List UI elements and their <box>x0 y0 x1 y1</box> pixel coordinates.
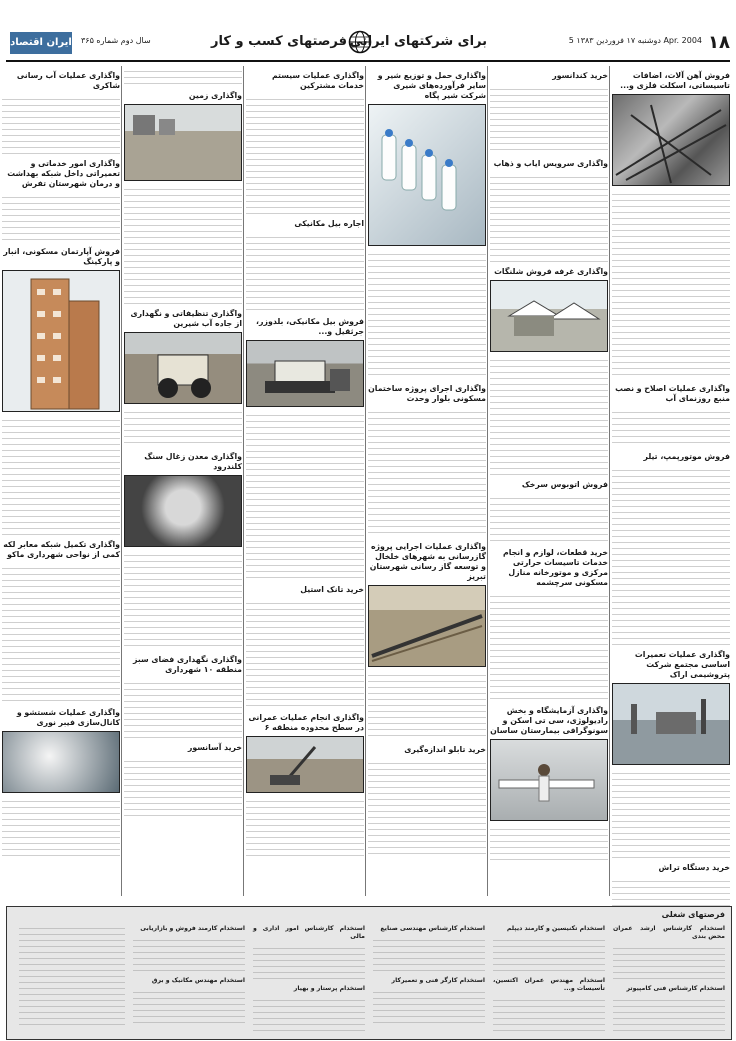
article-heading: فروش آپارتمان مسکونی، انبار و پارکینگ <box>3 247 120 266</box>
apartment-tower-photo <box>2 270 120 412</box>
article-body <box>612 465 730 645</box>
article-heading: واگذاری عملیات اجرایی پروژه گازرسانی به شهرهای خلخال و توسعه گاز رسانی شهرستان تبریز <box>369 542 486 581</box>
article-body <box>490 84 608 154</box>
article-heading: واگذاری زمین <box>188 91 242 100</box>
column-2 <box>490 66 608 868</box>
refinery-photo <box>612 683 730 765</box>
article-heading: واگذاری غرفه فروش شلنگات <box>494 267 608 276</box>
issue-number: سال دوم شماره ۳۶۵ <box>81 36 151 45</box>
column-divider <box>243 66 244 896</box>
job-body <box>493 935 605 975</box>
job-column <box>253 923 365 1035</box>
article-body <box>490 591 608 701</box>
job-title: استخدام کارشناس مهندسی صنایع <box>380 925 485 932</box>
article-heading: واگذاری عملیات آب رسانی شاکری <box>16 71 120 90</box>
job-title: استخدام پرستار و بهیار <box>293 985 365 992</box>
article-heading: واگذاری آزمایشگاه و بخش رادیولوژی، سی تی اسکن و سونوگرافی بیمارستان ساسان <box>490 706 608 735</box>
job-title: استخدام کارشناس امور اداری و مالی <box>253 925 365 940</box>
column-4 <box>246 66 364 860</box>
header-divider <box>6 60 730 62</box>
article-body <box>2 563 120 703</box>
job-title: استخدام کارشناس فنی کامپیوتر <box>626 985 725 992</box>
job-title: استخدام مهندس عمران اکتسین، تأسیسات و... <box>493 977 605 992</box>
steel-structure-photo-art <box>612 95 729 185</box>
mine-tunnel-photo <box>124 475 242 547</box>
job-title: استخدام تکنیسین و کارمند دیپلم <box>506 925 605 932</box>
article-heading: فروش موتورپمپ، تیلر <box>643 452 730 461</box>
article-body <box>2 796 120 856</box>
column-divider <box>121 66 122 896</box>
job-body <box>373 987 485 1027</box>
article-heading: واگذاری تنظیفاتی و نگهداری از جاده آب شیرین <box>130 309 242 328</box>
issue-date: دوشنبه ۱۷ فروردین ۱۳۸۳ 5 Apr. 2004 <box>568 36 702 45</box>
job-body <box>133 935 245 975</box>
article-heading: خرید تابلو اندازه‌گیری <box>404 745 486 754</box>
milk-bottles-photo-art <box>368 105 485 245</box>
article-body <box>124 184 242 304</box>
column-3 <box>368 66 486 862</box>
article-body <box>124 756 242 816</box>
article-heading: خرید قطعات، لوازم و انجام خدمات تاسیسات حرارتی مرکزی و موتورخانه منازل مسکونی سرچشمه <box>503 548 608 587</box>
vacant-land-photo-art <box>124 105 241 180</box>
loader-photo <box>124 332 242 404</box>
article-body <box>612 768 730 858</box>
article-body <box>124 407 242 447</box>
job-body <box>133 987 245 1027</box>
market-stall-photo <box>490 280 608 352</box>
job-body <box>613 995 725 1035</box>
job-title: استخدام مهندس مکانیک و برق <box>151 977 245 984</box>
article-body <box>612 407 730 447</box>
market-stall-photo-art <box>490 281 607 351</box>
loader-photo-art <box>124 333 241 403</box>
section-subtitle: برای شرکتهای ایرانی <box>349 34 487 49</box>
article-heading: واگذاری معدن زغال سنگ کلندرود <box>144 452 242 471</box>
article-heading: واگذاری تکمیل شبکه معابر لکه کمی از نواحی شهرداری ماکو <box>3 540 120 559</box>
article-heading: واگذاری عملیات شستشو و کانال‌سازی فیبر نوری <box>16 708 120 727</box>
column-divider <box>487 66 488 896</box>
article-body <box>490 355 608 475</box>
column-5 <box>124 66 242 820</box>
column-divider <box>609 66 610 896</box>
article-body <box>246 410 364 580</box>
job-body <box>613 943 725 983</box>
article-heading: خرید تانک استیل <box>300 585 364 594</box>
article-heading: فروش آهن آلات، اضافات تاسیساتی، اسکلت فلزی و... <box>620 71 730 90</box>
article-heading: خرید کندانسور <box>552 71 608 80</box>
job-column <box>19 923 125 1028</box>
job-column <box>493 923 605 1035</box>
job-title: استخدام کارگر فنی و تعمیرکار <box>391 977 485 984</box>
page-number: ۱۸ <box>708 32 730 53</box>
job-body <box>493 995 605 1035</box>
job-body <box>253 995 365 1035</box>
job-body <box>19 923 125 1028</box>
newspaper-logo: ایران اقتصاد <box>10 32 72 54</box>
article-body <box>2 94 120 154</box>
job-column <box>133 923 245 1027</box>
article-body <box>368 670 486 740</box>
laboratory-photo <box>490 739 608 821</box>
job-title: استخدام کارشناس ارشد عمران محض بندی <box>613 925 725 940</box>
column-1 <box>612 66 730 940</box>
section-title: فرصتهای کسب و کار <box>211 34 347 49</box>
job-column <box>613 923 725 1035</box>
job-column <box>373 923 485 1027</box>
article-heading: واگذاری حمل و توزیع شیر و سایر فرآورده‌های شیری شرکت شیر پگاه <box>377 71 486 100</box>
article-body <box>490 493 608 543</box>
article-body <box>612 189 730 379</box>
article-heading: واگذاری اجرای پروژه ساختمان مسکونی بلوار وحدت <box>368 384 486 403</box>
article-body <box>246 232 364 312</box>
article-body <box>246 598 364 708</box>
bulldozer-photo <box>246 340 364 407</box>
article-heading: خرید آسانسور <box>187 743 242 752</box>
article-body <box>2 415 120 535</box>
article-heading: فروش اتوبوس سرخک <box>521 480 608 489</box>
article-body <box>368 758 486 858</box>
job-opportunities-box <box>6 906 732 1040</box>
article-body <box>490 172 608 262</box>
article-body <box>124 66 242 86</box>
article-heading: اجاره بیل مکانیکی <box>294 219 364 228</box>
job-title: استخدام کارمند فروش و بازاریابی <box>140 925 245 932</box>
article-heading: فروش بیل مکانیکی، بلدوزر، جرثقیل و... <box>256 317 364 336</box>
bulldozer-photo-art <box>246 341 363 406</box>
excavation-site-photo-art <box>246 737 363 792</box>
milk-bottles-photo <box>368 104 486 246</box>
excavation-site-photo <box>246 736 364 793</box>
job-body <box>373 935 485 975</box>
article-heading: واگذاری عملیات سیستم خدمات مشترکین <box>271 71 364 90</box>
steel-structure-photo <box>612 94 730 186</box>
apartment-tower-photo-art <box>2 271 119 411</box>
fiber-optic-photo <box>2 731 120 793</box>
pipeline-trench-photo <box>368 585 486 667</box>
column-divider <box>365 66 366 896</box>
job-body <box>253 943 365 983</box>
column-6 <box>2 66 120 860</box>
article-heading: واگذاری عملیات اصلاح و نصب منبع روزنمای آب <box>615 384 730 403</box>
job-box-heading: فرصتهای شغلی <box>661 910 725 919</box>
article-body <box>490 824 608 864</box>
article-body <box>246 94 364 214</box>
article-body <box>246 796 364 856</box>
article-body <box>2 192 120 242</box>
pipeline-trench-photo-art <box>368 586 485 666</box>
article-heading: خرید دستگاه تراش <box>658 863 730 872</box>
refinery-photo-art <box>612 684 729 764</box>
article-body <box>368 249 486 379</box>
article-heading: واگذاری امور خدماتی و تعمیراتی داخل شبکه بهداشت و درمان شهرستان تفرش <box>7 159 120 188</box>
article-heading: واگذاری عملیات تعمیرات اساسی مجتمع شرکت پتروشیمی اراک <box>634 650 730 679</box>
article-body <box>124 678 242 738</box>
article-body <box>124 550 242 650</box>
article-heading: واگذاری انجام عملیات عمرانی در سطح محدوده منطقه ۶ <box>248 713 364 732</box>
page-header <box>6 30 732 58</box>
article-heading: واگذاری نگهداری فضای سبز منطقه ۱۰ شهرداری <box>133 655 242 674</box>
article-heading: واگذاری سرویس ایاب و ذهاب <box>493 159 608 168</box>
laboratory-photo-art <box>490 740 607 820</box>
article-body <box>368 407 486 537</box>
vacant-land-photo <box>124 104 242 181</box>
